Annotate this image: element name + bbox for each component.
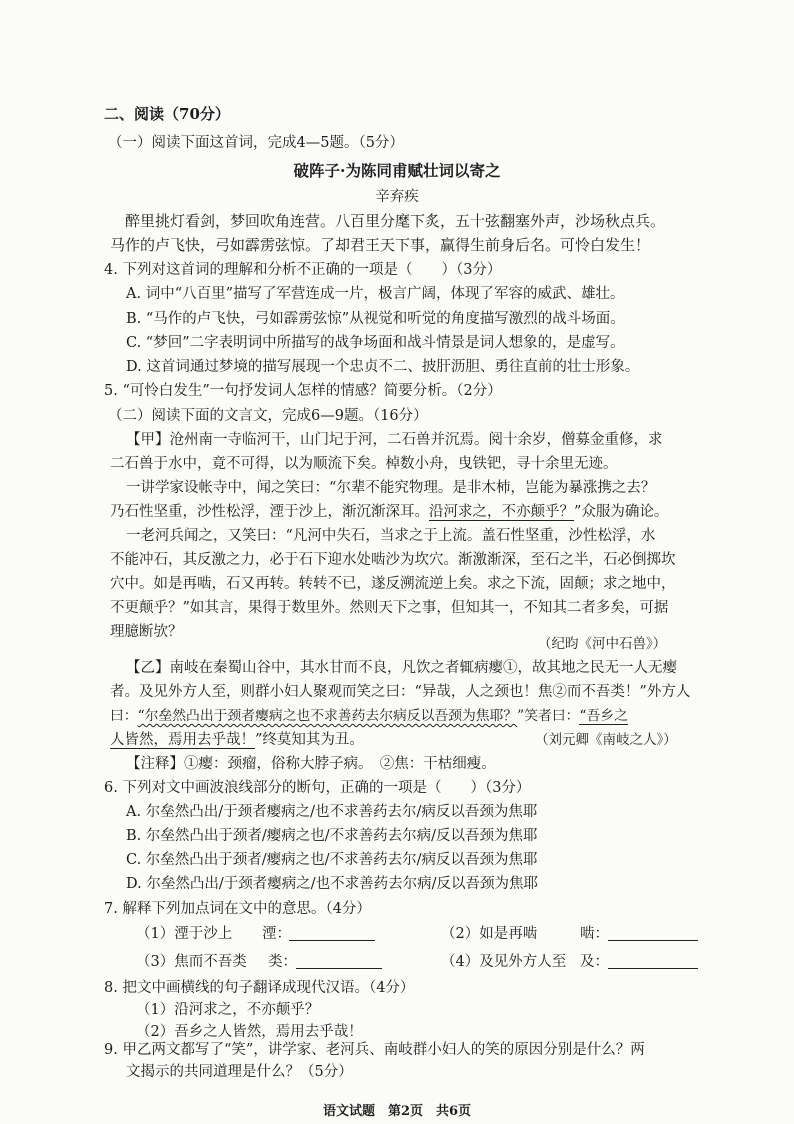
poem-line-2: 马作的卢飞快，弓如霹雳弦惊。了却君王天下事，赢得生前身后名。可怜白发生！	[110, 236, 651, 254]
yi-line-3-text-b: ”笑者曰：	[517, 708, 580, 724]
yi-line-3	[110, 706, 628, 726]
jia-line-4-text-a: 乃石性坚重，沙性松浮，湮于沙上，渐沉渐深耳。	[110, 504, 429, 520]
poem-author: 辛弃疾	[375, 189, 419, 205]
yi-line-4-text-b: ”终莫知其为丑。	[255, 732, 364, 748]
jia-source: （纪昀《河中石兽》）	[538, 636, 667, 652]
q7-item-3-blank[interactable]	[296, 968, 382, 969]
q6-option-a: A. 尔垒然凸出/于颈者瘿病之/也不求善药去尔/病反以吾颈为焦耶	[126, 804, 538, 820]
part1-instruction: （一）阅读下面这首词，完成4—5题。（5分）	[108, 135, 404, 151]
q4-option-a: A. 词中“八百里”描写了军营连成一片，极言广阔，体现了军容的威武、雄壮。	[126, 286, 625, 302]
q6-option-c: C. 尔垒然凸出于颈者/瘿病之也/不求善药去尔/病反以吾颈为焦耶	[126, 852, 538, 868]
q8-item-2: （2）吾乡之人皆然，焉用去乎哉！	[136, 1024, 363, 1040]
q4-option-c: C. “梦回”二字表明词中所描写的战争场面和战斗情景是词人想象的，是虚写。	[126, 335, 625, 351]
q7-item-1-blank[interactable]	[289, 940, 375, 941]
jia-line-9: 理臆断欤？	[110, 624, 183, 640]
q4-option-d: D. 这首词通过梦境的描写展现一个忠贞不二、披肝沥胆、勇往直前的壮士形象。	[126, 359, 640, 375]
q6-option-d: D. 尔垒然凸出/于颈者瘿病之/也不求善药去尔病/反以吾颈为焦耶	[126, 876, 538, 892]
yi-underlined-sentence-a: “吾乡之	[579, 708, 628, 724]
jia-line-2: 二石兽于水中，竟不可得，以为顺流下矣。棹数小舟，曳铁钯，寻十余里无迹。	[110, 456, 618, 472]
jia-line-7: 穴中。如是再啮，石又再转。转转不已，遂反溯流逆上矣。求之下流，固颠；求之地中，	[110, 576, 676, 592]
q7-item-3: （3）焦而不吾类	[136, 954, 247, 970]
yi-wavy-sentence: “尔垒然凸出于颈者瘿病之也不求善药去尔病反以吾颈为焦耶？	[137, 708, 518, 724]
q9-line-1: 9. 甲乙两文都写了“笑”，讲学家、老河兵、南岐群小妇人的笑的原因分别是什么？两	[104, 1042, 645, 1058]
yi-line-2: 者。及见外方人至，则群小妇人聚观而笑之曰：“异哉，人之颈也！焦②而不吾类！”外方人	[110, 684, 691, 700]
jia-line-4-text-b: ”众服为确论。	[574, 504, 669, 520]
q8-stem: 8. 把文中画横线的句子翻译成现代汉语。（4分）	[104, 980, 415, 996]
q7-item-2: （2）如是再啮	[441, 926, 538, 942]
poem-line-1: 醉里挑灯看剑，梦回吹角连营。八百里分麾下炙，五十弦翻塞外声，沙场秋点兵。	[125, 212, 666, 230]
q7-item-1: （1）湮于沙上	[136, 926, 233, 942]
q7-item-1-key: 湮：	[262, 926, 291, 942]
q5-stem: 5. “可怜白发生”一句抒发词人怎样的情感？简要分析。（2分）	[104, 383, 502, 399]
jia-underlined-sentence: 沿河求之，不亦颠乎？	[429, 504, 574, 520]
jia-line-5: 一老河兵闻之，又笑曰：“凡河中失石，当求之于上流。盖石性坚重，沙性松浮，水	[126, 528, 656, 544]
page-footer: 语文试题 第2页 共6页	[322, 1104, 472, 1119]
yi-source: （刘元卿《南岐之人》）	[535, 732, 677, 748]
q9-line-2: 文揭示的共同道理是什么？（5分）	[126, 1064, 353, 1080]
jia-line-4	[110, 502, 668, 522]
yi-underlined-sentence-b: 人皆然，焉用去乎哉！	[110, 732, 255, 748]
q7-item-4-key: 及：	[580, 954, 609, 970]
section-title: 二、阅读（70分）	[104, 105, 230, 123]
jia-line-3: 一讲学家设帐寺中，闻之笑曰：“尔辈不能究物理。是非木杮，岂能为暴涨携之去？	[126, 480, 656, 496]
q7-item-2-key: 啮：	[580, 926, 609, 942]
q8-item-1: （1）沿河求之，不亦颠乎？	[136, 1002, 320, 1018]
jia-line-8: 不更颠乎？”如其言，果得于数里外。然则天下之事，但知其一，不知其二者多矣，可据	[110, 600, 669, 616]
q7-item-4-blank[interactable]	[608, 968, 698, 969]
q7-item-3-key: 类：	[268, 954, 297, 970]
notes: 【注释】①瘿：颈瘤，俗称大脖子病。 ②焦：干枯细瘦。	[126, 756, 496, 772]
q4-stem: 4. 下列对这首词的理解和分析不正确的一项是（ ）（3分）	[104, 262, 502, 278]
poem-title: 破阵子·为陈同甫赋壮词以寄之	[293, 161, 501, 180]
q6-stem: 6. 下列对文中画波浪线部分的断句，正确的一项是（ ）（3分）	[104, 780, 531, 796]
q4-option-b: B. “马作的卢飞快，弓如霹雳弦惊”从视觉和听觉的角度描写激烈的战斗场面。	[126, 311, 625, 327]
jia-line-6: 不能冲石，其反激之力，必于石下迎水处啮沙为坎穴。渐激渐深，至石之半，石必倒掷坎	[110, 552, 676, 568]
yi-line-1: 【乙】南岐在秦蜀山谷中，其水甘而不良，凡饮之者辄病瘿①，故其地之民无一人无瘿	[126, 660, 677, 676]
part2-instruction: （二）阅读下面的文言文，完成6—9题。（16分）	[108, 408, 428, 424]
q7-item-2-blank[interactable]	[608, 940, 698, 941]
q7-stem: 7. 解释下列加点词在文中的意思。（4分）	[104, 901, 371, 917]
q6-option-b: B. 尔垒然凸出于颈者/瘿病之也/不求善药去尔病/反以吾颈为焦耶	[126, 828, 538, 844]
jia-line-1: 【甲】沧州南一寺临河干，山门圮于河，二石兽并沉焉。阅十余岁，僧募金重修，求	[126, 432, 663, 448]
yi-line-4	[110, 730, 364, 750]
q7-item-4: （4）及见外方人至	[441, 954, 567, 970]
yi-line-3-text-a: 曰：	[110, 708, 138, 724]
